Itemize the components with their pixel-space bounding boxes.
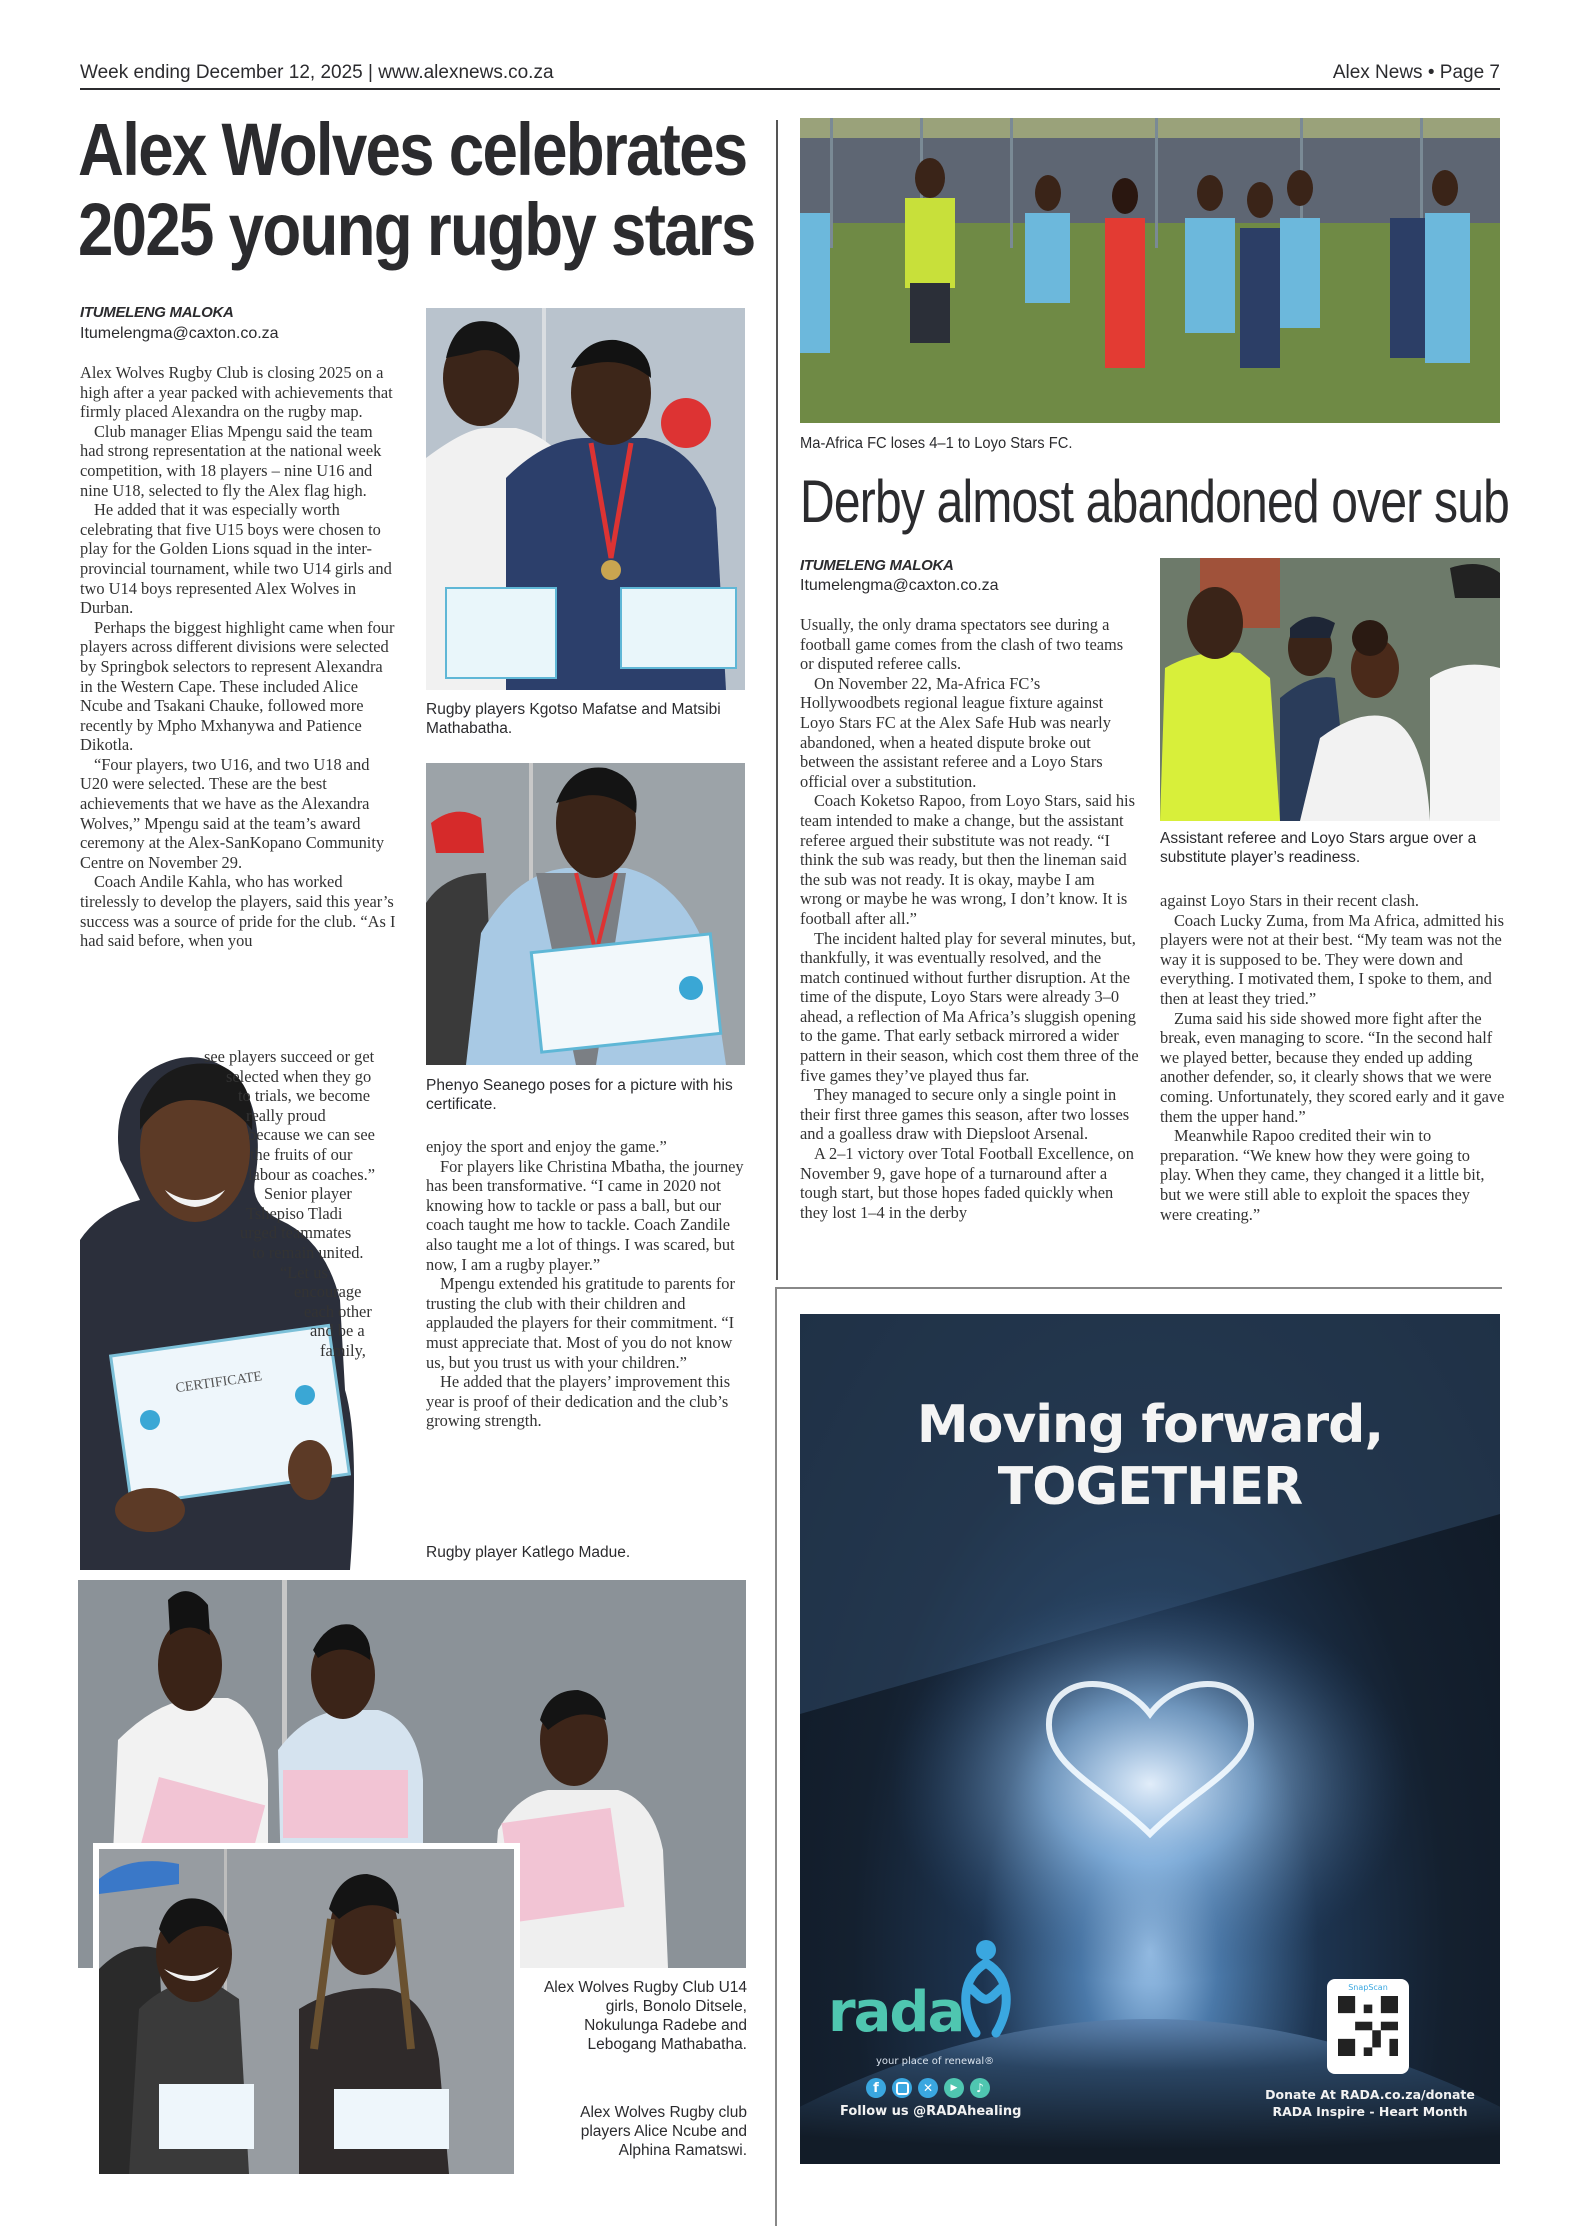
paragraph: Meanwhile Rapoo credited their win to preparation. “We knew how they were going to play. When they came, they changed it a little bit, but we were still able to exploit the spaces they were creating.” [1160, 1126, 1485, 1224]
social-icons [866, 2078, 990, 2098]
paragraph: He added that the players’ improvement this year is proof of their dedication and the club’s growing strength. [426, 1372, 731, 1431]
rada-figure-icon [956, 1938, 1016, 2038]
header-rule [80, 88, 1500, 90]
column-divider [776, 120, 778, 1280]
paragraph: Zuma said his side showed more fight after the break, even managing to score. “In the second half we played better, because they ended up adding another defender, so, it clearly shows that we were coming. Unfortunately, they scored early and it gave them the upper hand.” [1160, 1008, 1505, 1126]
caption-football-photo: Ma-Africa FC loses 4–1 to Loyo Stars FC. [800, 435, 1073, 452]
headline-line-2: 2025 young rugby stars [78, 188, 755, 271]
rada-tagline: your place of renewal® [876, 2056, 995, 2067]
wrap-line: encourage [294, 1282, 362, 1302]
article2-column2 [1160, 891, 1505, 1224]
rada-logo [828, 1980, 1008, 2050]
advert-rada[interactable] [800, 1314, 1500, 2164]
paragraph: Perhaps the biggest highlight came when four players across different divisions were selected by Springbok selectors to represent Alexandra in the Western Cape. These included Alice Ncube and Tsakani Chauke, followed more recently by Mpho Mxhanywa and Patience Dikotla. [80, 617, 395, 755]
photo-referee-dispute [1160, 558, 1500, 821]
wrap-line: selected when they go [226, 1066, 372, 1086]
advert-title [800, 1394, 1500, 1518]
caption-photo5: Alex Wolves Rugby club players Alice Ncube and Alphina Ramatswi. [580, 2104, 747, 2159]
follow-handle[interactable]: Follow us @RADAhealing [840, 2104, 1022, 2119]
wrap-line: labour as coaches.” [248, 1164, 375, 1184]
wrap-line: urged teammates [240, 1223, 352, 1243]
wrap-line: Tshepiso Tladi [246, 1203, 343, 1223]
donate-link[interactable]: Donate At RADA.co.za/donate [1265, 2087, 1475, 2102]
paragraph: “Four players, two U16, and two U18 and U20 were selected. These are the best achievements that we have as the Alexandra Wolves,” Mpengu said at the team’s award ceremony at the Alex-SanKopano Community Centre on November 29. [80, 754, 385, 872]
x-icon[interactable]: ✕ [918, 2078, 938, 2098]
wrap-line: to trials, we become [238, 1086, 370, 1106]
certificate-label: CERTIFICATE [174, 1369, 264, 1397]
paragraph: The incident halted play for several minutes, but, thankfully, it was eventually resolved, and the match continued without further disruption. At the time of the dispute, Loyo Stars were already 3–0 ahead, a reflection of Ma Africa’s sluggish opening to the game. That early setback mirrored a wider pattern in their season, which cost them three of the five games they’ve played thus far. [800, 928, 1139, 1085]
youtube-icon[interactable]: ▶ [944, 2078, 964, 2098]
snapscan-qr-card[interactable] [1327, 1979, 1409, 2074]
paragraph: On November 22, Ma-Africa FC’s Hollywoodbets regional league fixture against Loyo Stars FC at the Alex Safe Hub was nearly abandoned, when a heated dispute broke out between the assistant referee and a Loyo Stars official over a substitution. [800, 673, 1111, 791]
advert-title-line2: TOGETHER [997, 1457, 1303, 1517]
article1-headline [78, 108, 755, 271]
article2-byline: ITUMELENG MALOKA [800, 557, 954, 574]
paragraph: Coach Andile Kahla, who has worked tirelessly to develop the players, said this year’s success was a source of pride for the club. “As I had said before, when you [80, 872, 396, 951]
headline-line-1: Alex Wolves celebrates [78, 108, 747, 191]
wrap-line: Senior player [264, 1184, 352, 1204]
article1-byline: ITUMELENG MALOKA [80, 304, 234, 321]
instagram-icon[interactable] [892, 2078, 912, 2098]
paragraph: Coach Lucky Zuma, from Ma Africa, admitted his players were not at their best. “My team was not the way it is supposed to be. They were down and everything. I motivated them, I spoke to them, and then at least they tried.” [1160, 910, 1504, 1008]
article2-column1 [800, 615, 1140, 1222]
rada-wordmark: rada [828, 1980, 964, 2045]
article2-headline: Derby almost abandoned over sub [800, 468, 1509, 535]
wrap-line: see players succeed or get [204, 1047, 375, 1066]
tiktok-icon[interactable]: ♪ [970, 2078, 990, 2098]
photo-kgotso-matsibi [426, 308, 745, 690]
wrap-line: and be a [310, 1321, 365, 1341]
paragraph: against Loyo Stars in their recent clash. [1160, 891, 1419, 910]
paragraph: Mpengu extended his gratitude to parents for trusting the club with their children and applauded the players for their commitment. “I must appreciate that. Most of you do not know us, but you trust us with your children.” [426, 1274, 735, 1372]
article1-wrap-text [80, 1047, 398, 1361]
caption-photo2: Phenyo Seanego poses for a picture with his certificate. [426, 1077, 733, 1113]
article1-column1 [80, 363, 398, 951]
photo-alice-alphina [93, 1843, 520, 2180]
page-folio-left: Week ending December 12, 2025 | www.alexnews.co.za [80, 62, 554, 83]
article1-email: Itumelengma@caxton.co.za [80, 325, 279, 342]
paragraph: Club manager Elias Mpengu said the team had strong representation at the national week competition, with 18 players – nine U16 and nine U18, selected to fly the Alex flag high. [80, 421, 382, 500]
wrap-line: each other [304, 1301, 372, 1321]
paragraph: They managed to secure only a single point in their first three games this season, after two losses and a goalless draw with Diepsloot Arsenal. [800, 1085, 1130, 1144]
page-folio-right: Alex News • Page 7 [1332, 62, 1500, 83]
campaign-name: RADA Inspire - Heart Month [1272, 2104, 1468, 2119]
paragraph: Coach Koketso Rapoo, from Loyo Stars, said his team intended to make a change, but the assistant referee argued their substitute was not ready. “I think the sub was ready, but then the lineman said the sub was not ready. It is okay, maybe I am wrong or maybe he was wrong, I don’t know. It is football after all.” [800, 791, 1135, 928]
wrap-line: because we can see [248, 1125, 375, 1145]
paragraph: He added that it was especially worth celebrating that five U15 boys were chosen to play for the Golden Lions squad in the inter-provincial tournament, while two U14 girls and two U14 boys represented Alex Wolves in Durban. [80, 500, 392, 618]
article2-email: Itumelengma@caxton.co.za [800, 577, 999, 594]
paragraph: For players like Christina Mbatha, the journey has been transformative. “I came in 2020 not knowing how to tackle or pass a ball, but our coach taught me how to tackle. Coach Zandile also taught me a lot of things. I was scared, but now, I am a rugby player.” [426, 1156, 744, 1274]
wrap-line: family, [320, 1340, 366, 1360]
caption-photo1: Rugby players Kgotso Mafatse and Matsibi Mathabatha. [426, 701, 721, 737]
donate-info [1240, 2086, 1500, 2120]
paragraph: A 2–1 victory over Total Football Excellence, on November 9, gave hope of a turnaround after a tough start, but those hopes faded quickly when they lost 1–4 in the derby [800, 1144, 1134, 1222]
caption-photo4: Alex Wolves Rugby Club U14 girls, Bonolo Ditsele, Nokulunga Radebe and Lebogang Mathabatha. [543, 1979, 747, 2053]
paragraph: Alex Wolves Rugby Club is closing 2025 on a high after a year packed with achievements that firmly placed Alexandra on the rugby map. [80, 363, 393, 422]
facebook-icon[interactable]: f [866, 2078, 886, 2098]
snapscan-label: SnapScan [1348, 1983, 1388, 1992]
advert-title-line1: Moving forward, [916, 1395, 1384, 1455]
caption-photo3: Rugby player Katlego Madue. [426, 1544, 631, 1561]
article1-column2 [426, 1137, 748, 1431]
paragraph: Usually, the only drama spectators see during a football game comes from the clash of two teams or disputed referee calls. [800, 615, 1124, 674]
qr-code-icon [1338, 1995, 1398, 2057]
photo-football-match [800, 118, 1500, 423]
wrap-line: the fruits of our [250, 1144, 353, 1164]
photo-phenyo-seanego [426, 763, 745, 1065]
wrap-line: to remain united. [252, 1242, 364, 1262]
wrap-line: “Let us [280, 1262, 328, 1282]
paragraph: enjoy the sport and enjoy the game.” [426, 1137, 667, 1156]
caption-referee-photo: Assistant referee and Loyo Stars argue over a substitute player’s readiness. [1160, 830, 1477, 866]
wrap-line: really proud [246, 1105, 326, 1125]
